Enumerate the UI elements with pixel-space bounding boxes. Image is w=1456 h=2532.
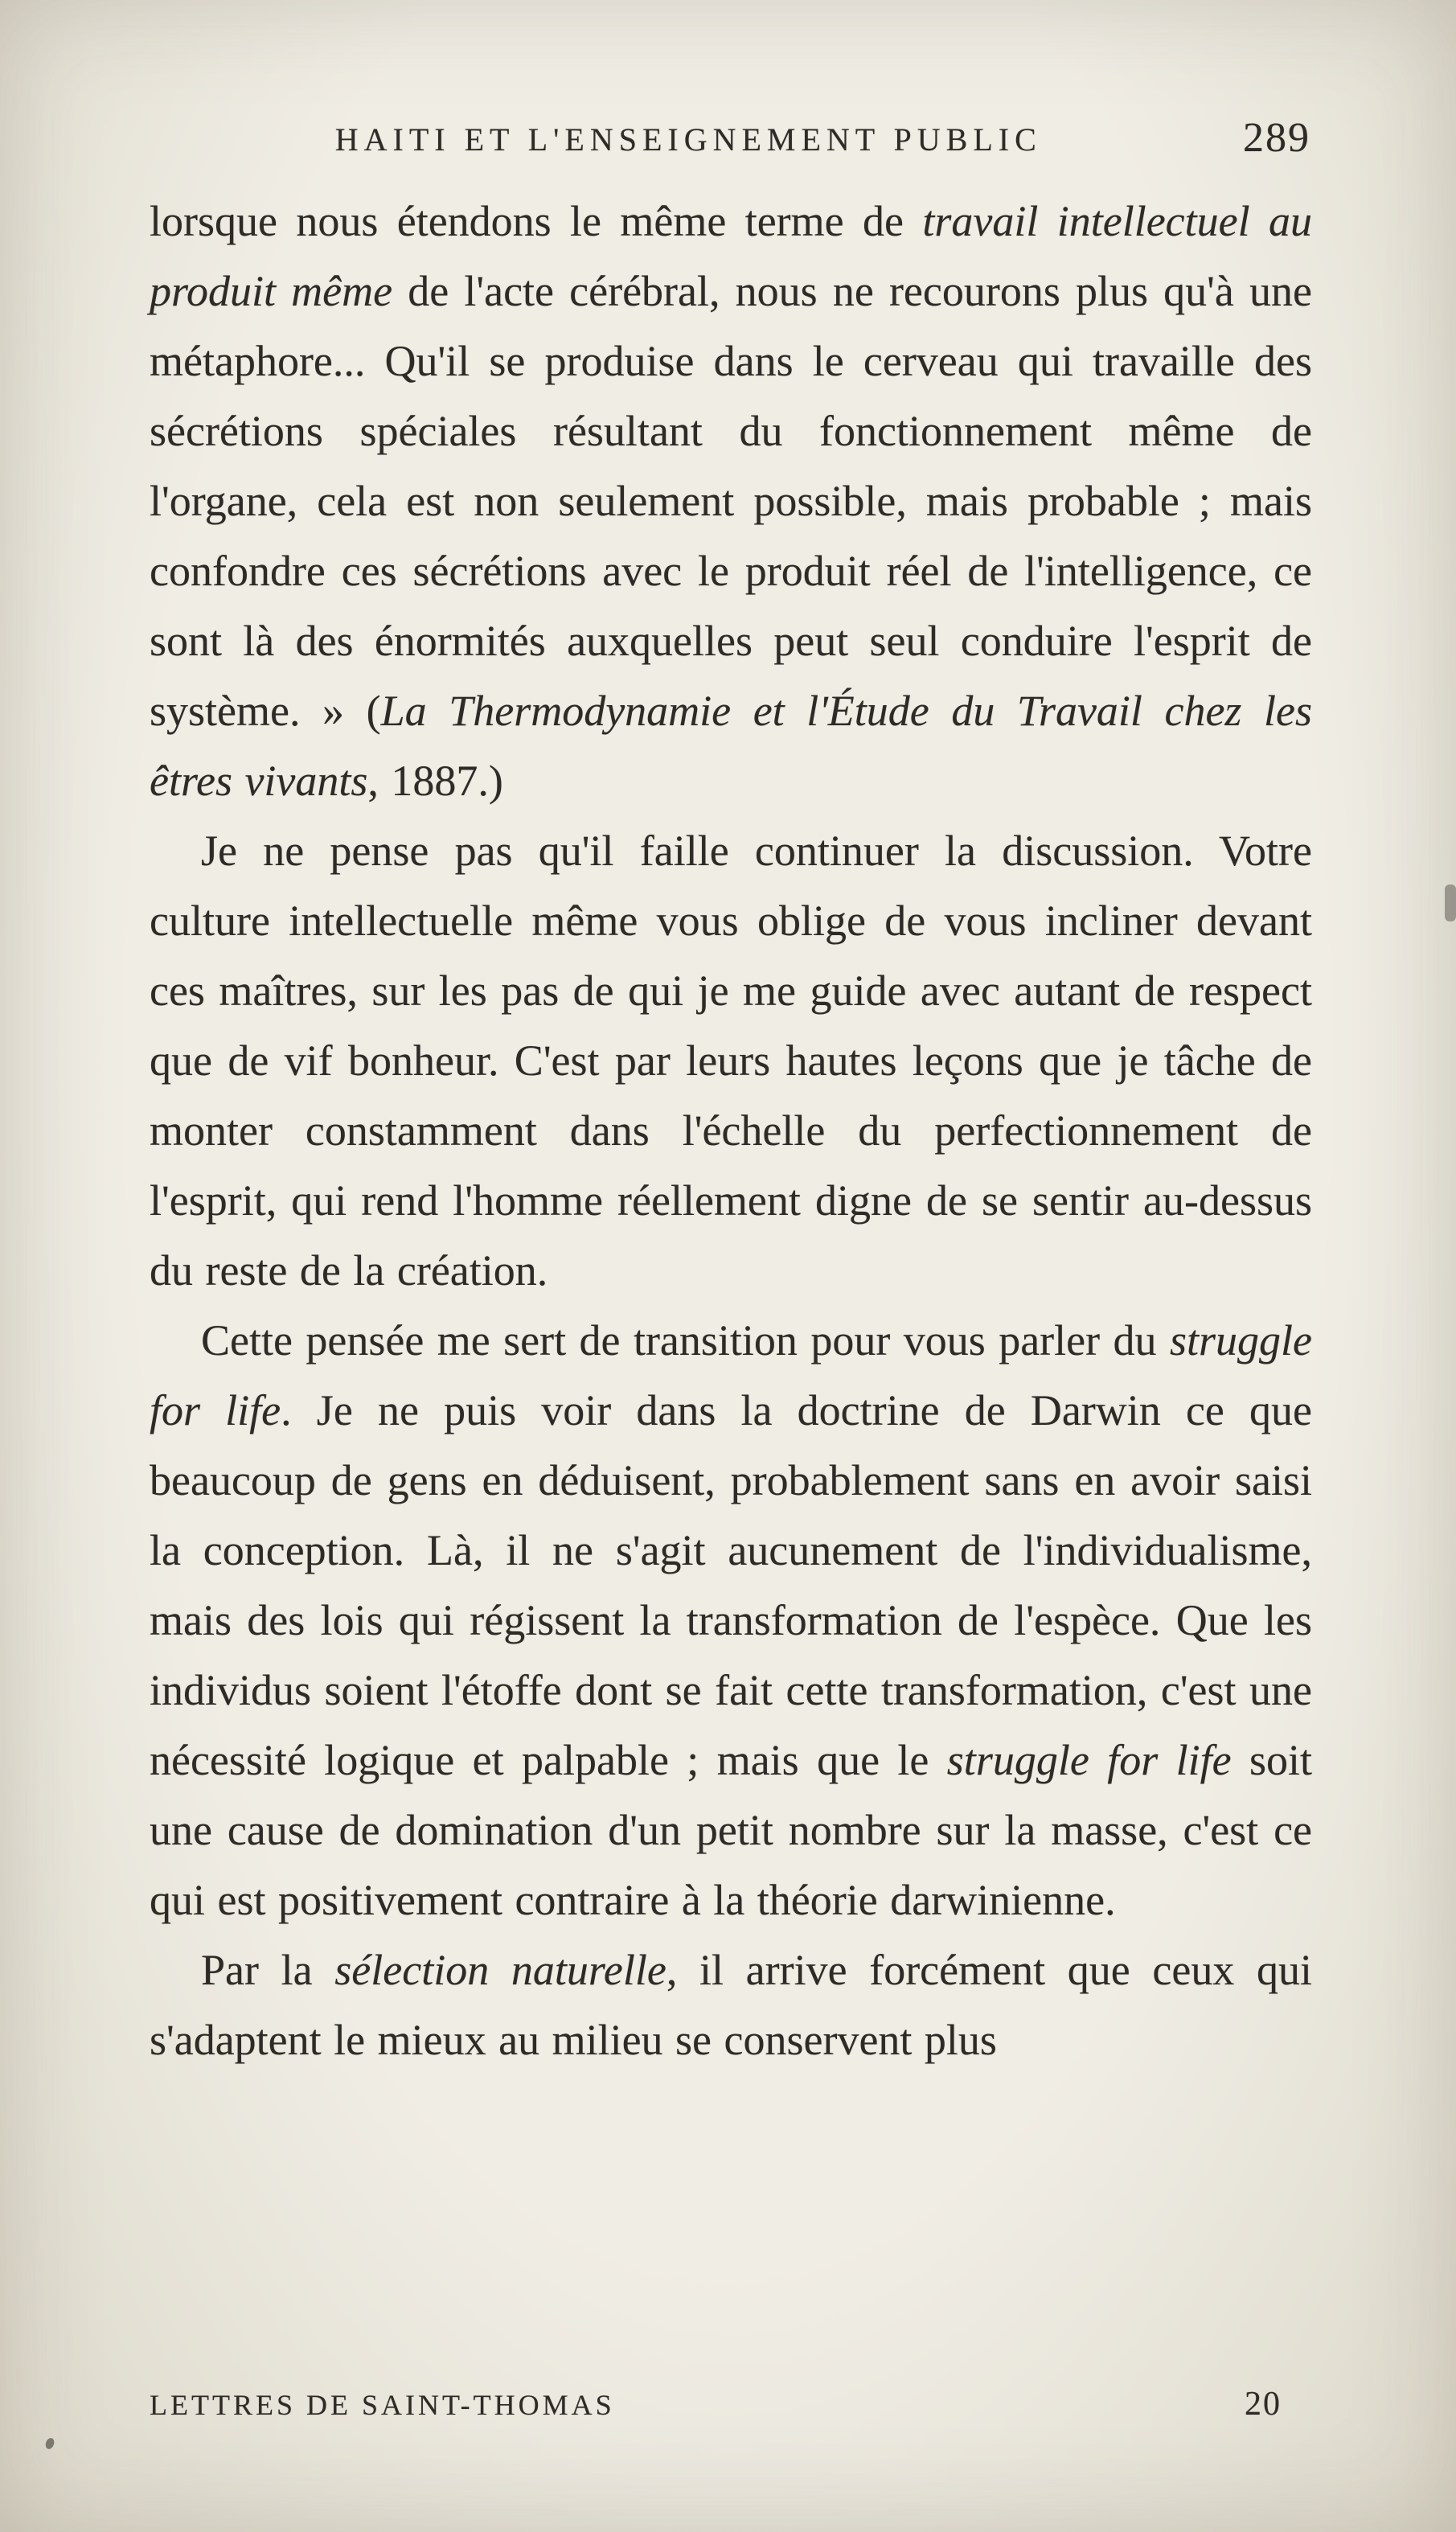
text-run: , 1887.) (367, 757, 503, 805)
paragraph (150, 187, 1312, 816)
text-run: Cette pensée me sert de transition pour vous parler du (201, 1316, 1170, 1364)
running-header (150, 115, 1312, 177)
text-run: Je ne pense pas qu'il faille continuer la discussion. Votre culture intellectuelle même vous oblige de vous incliner devant ces maîtres, sur les pas de qui je me guide avec autant de respect que de vif bonheur. C'est par leurs hautes leçons que je tâche de monter constamment dans l'échelle du perfectionnement de l'esprit, qui rend l'homme réellement digne de se sentir au-dessus du reste de la création. (150, 827, 1312, 1295)
running-header-title: HAITI ET L'ENSEIGNEMENT PUBLIC (334, 121, 1042, 158)
footer-series-title: LETTRES DE SAINT-THOMAS (150, 2389, 615, 2421)
italic-text-run: struggle for life (946, 1736, 1232, 1784)
page-body (150, 187, 1312, 2075)
italic-text-run: travail intellectuel au produit même (150, 197, 1312, 315)
footer-signature-number: 20 (1245, 2386, 1282, 2423)
paragraph (150, 1306, 1312, 1935)
text-run: . Je ne puis voir dans la doctrine de Darwin ce que beaucoup de gens en déduisent, probablement sans en avoir saisi la conception. Là, il ne s'agit aucunement de l'individualisme, mais des lois qui régissent la transformation de l'espèce. Que les individus soient l'étoffe dont se fait cette transformation, c'est une nécessité logique et palpable ; mais que le (150, 1386, 1312, 1784)
ink-speck (44, 2437, 55, 2451)
paragraph (150, 816, 1312, 1306)
text-run: soit une cause de domination d'un petit nombre sur la masse, c'est ce qui est positivement contraire à la théorie darwinienne. (150, 1736, 1312, 1924)
text-run: , il arrive forcément que ceux qui s'adaptent le mieux au milieu se conservent plus (150, 1946, 1312, 2064)
text-run: Par la (201, 1946, 335, 1994)
ink-speck (1445, 884, 1456, 921)
page-footer (150, 2385, 1312, 2423)
italic-text-run: La Thermodynamie et l'Étude du Travail chez les êtres vivants (150, 687, 1313, 805)
italic-text-run: struggle for life (150, 1316, 1312, 1434)
page-number: 289 (1243, 115, 1310, 161)
paragraph (150, 1935, 1312, 2075)
text-run: de l'acte cérébral, nous ne recourons plus qu'à une métaphore... Qu'il se produise dans le cerveau qui travaille des sécrétions spéciales résultant du fonctionnement même de l'organe, cela est non seulement possible, mais probable ; mais confondre ces sécrétions avec le produit réel de l'intelligence, ce sont là des énormités auxquelles peut seul conduire l'esprit de système. » ( (150, 267, 1312, 735)
italic-text-run: sélection naturelle (334, 1946, 666, 1994)
text-run: lorsque nous étendons le même terme de (150, 197, 923, 245)
